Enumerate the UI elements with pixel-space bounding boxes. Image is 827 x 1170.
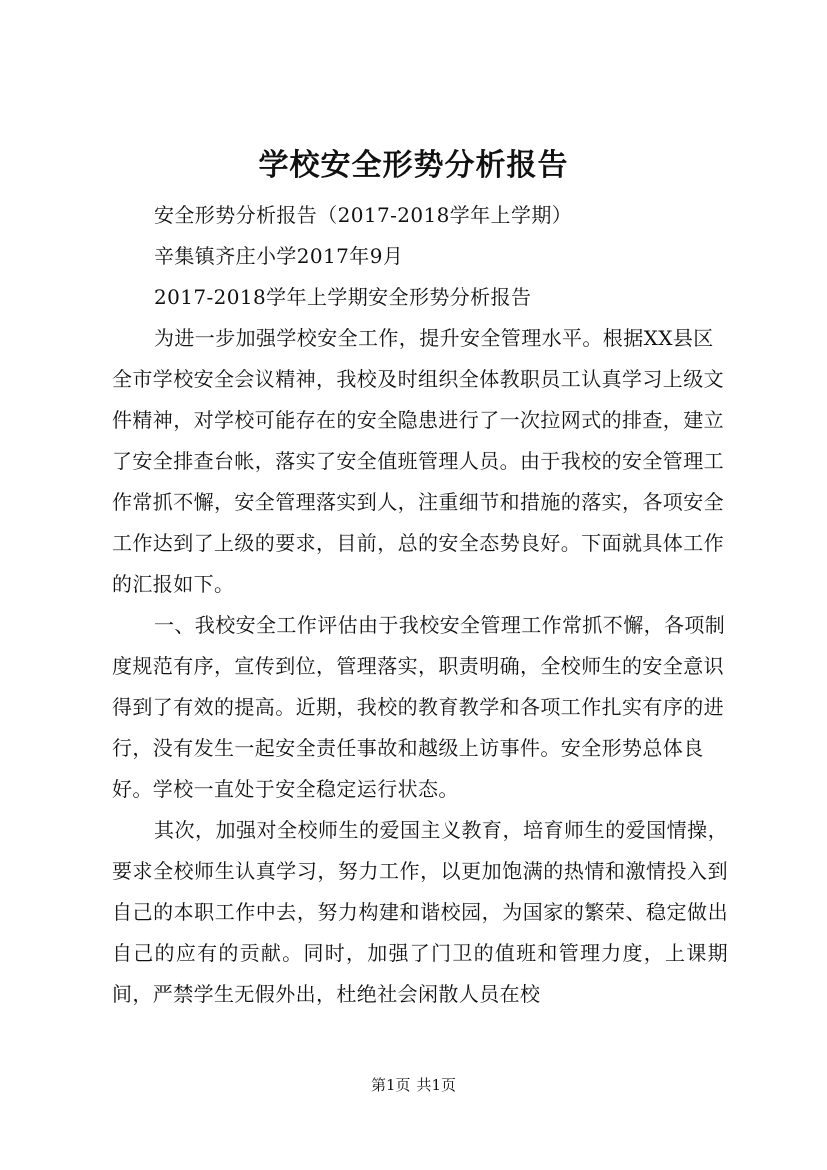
document-body (112, 195, 728, 1015)
document-title: 学校安全形势分析报告 (258, 148, 569, 183)
page-total: 共1页 (416, 1076, 457, 1094)
paragraph-report-heading: 2017-2018学年上学期安全形势分析报告 (154, 285, 532, 309)
page-footer (0, 1075, 827, 1095)
paragraph-assessment: 一、我校安全工作评估由于我校安全管理工作常抓不懈，各项制度规范有序，宣传到位，管理落实，职责明确，全校师生的安全意识得到了有效的提高。近期，我校的教育教学和各项工作扎实有序的进行，没有发生一起安全责任事故和越级上访事件。安全形势总体良好。学校一直处于安全稳定运行状态。 (112, 613, 726, 801)
paragraph-school-date: 辛集镇齐庄小学2017年9月 (154, 244, 404, 268)
page-number: 第1页 (370, 1076, 411, 1094)
paragraph-subtitle: 安全形势分析报告（2017-2018学年上学期） (154, 203, 573, 227)
paragraph-patriotic-education: 其次，加强对全校师生的爱国主义教育，培育师生的爱国情操，要求全校师生认真学习，努力工作，以更加饱满的热情和激情投入到自己的本职工作中去，努力构建和谐校园，为国家的繁荣、稳定做出自己的应有的贡献。同时，加强了门卫的值班和管理力度，上课期间，严禁学生无假外出，杜绝社会闲散人员在校 (112, 818, 728, 1006)
paragraph-intro: 为进一步加强学校安全工作，提升安全管理水平。根据XX县区全市学校安全会议精神，我校及时组织全体教职员工认真学习上级文件精神，对学校可能存在的安全隐患进行了一次拉网式的排查，建立了安全排查台帐，落实了安全值班管理人员。由于我校的安全管理工作常抓不懈，安全管理落实到人，注重细节和措施的落实，各项安全工作达到了上级的要求，目前，总的安全态势良好。下面就具体工作的汇报如下。 (112, 326, 724, 596)
